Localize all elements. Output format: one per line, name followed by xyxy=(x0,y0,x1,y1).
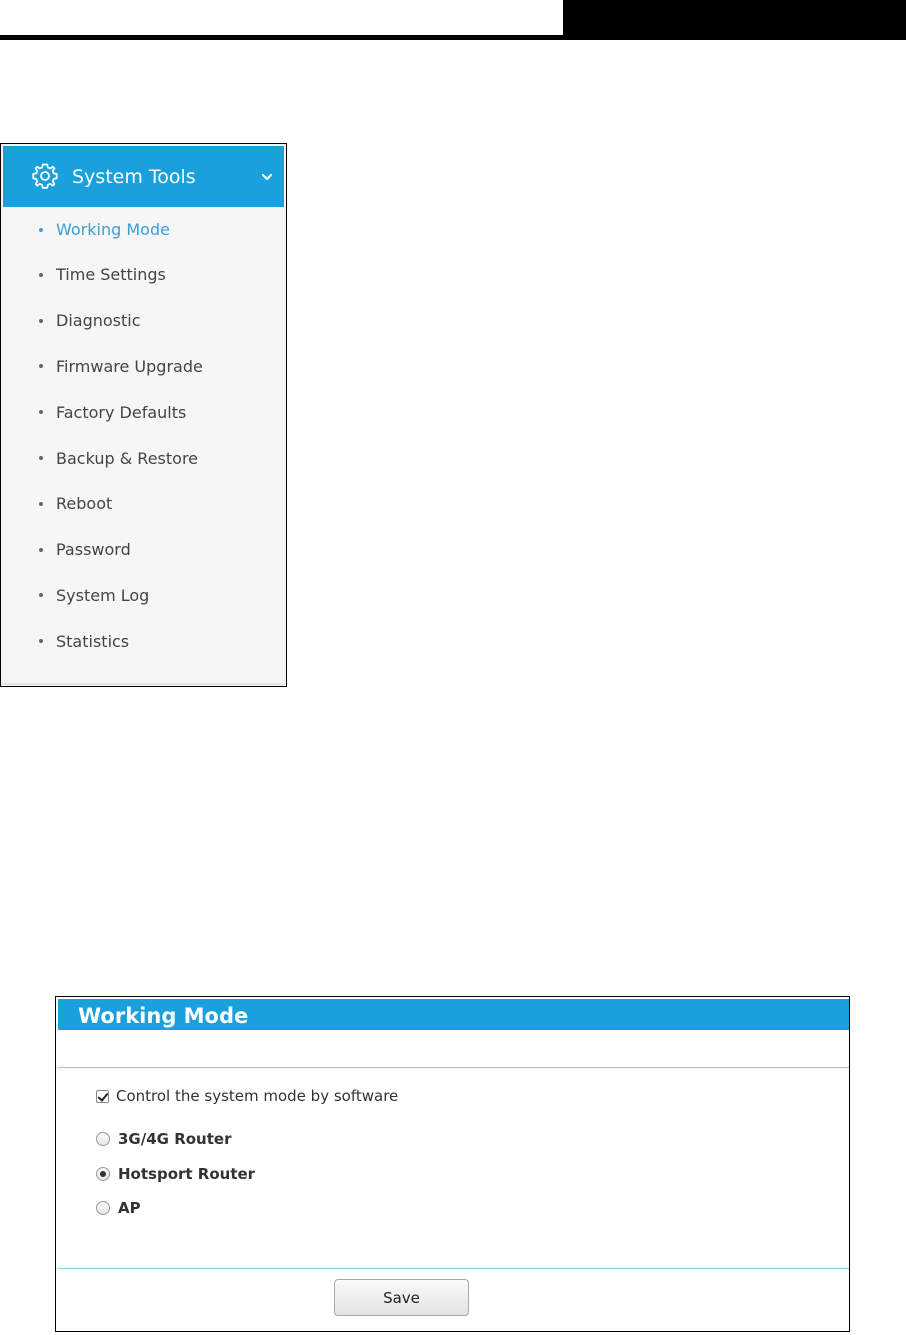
menu-item-backup-restore[interactable] xyxy=(3,435,284,481)
control-by-software-label: Control the system mode by software xyxy=(116,1087,399,1105)
menu-item-factory-defaults[interactable] xyxy=(3,389,284,435)
control-by-software-row[interactable] xyxy=(96,1087,398,1105)
save-button[interactable]: Save xyxy=(334,1279,469,1316)
bullet-icon xyxy=(39,364,43,368)
menu-item-firmware-upgrade[interactable] xyxy=(3,344,284,390)
menu-item-system-log[interactable] xyxy=(3,573,284,619)
mode-option-hotsport-router[interactable] xyxy=(96,1165,255,1183)
menu-item-label: Backup & Restore xyxy=(56,448,199,468)
bullet-icon xyxy=(39,502,43,506)
menu-item-label: Factory Defaults xyxy=(56,402,187,422)
menu-item-label: Time Settings xyxy=(56,265,166,285)
bullet-icon xyxy=(39,410,43,414)
menu-item-label: System Log xyxy=(56,585,150,605)
menu-item-label: Diagnostic xyxy=(56,311,141,331)
bullet-icon xyxy=(39,228,43,232)
menu-item-label: Statistics xyxy=(56,631,130,651)
mode-option-label: 3G/4G Router xyxy=(118,1130,232,1148)
menu-title: System Tools xyxy=(72,166,196,188)
menu-item-diagnostic[interactable] xyxy=(3,298,284,344)
menu-item-label: Working Mode xyxy=(56,220,170,239)
gear-icon xyxy=(30,161,60,191)
mode-option-ap[interactable] xyxy=(96,1199,141,1217)
divider xyxy=(58,1067,849,1068)
bullet-icon xyxy=(39,593,43,597)
mode-radio-hotsport-router[interactable] xyxy=(96,1167,110,1181)
header-block xyxy=(563,0,906,39)
menu-item-password[interactable] xyxy=(3,527,284,573)
mode-radio-3g4g-router[interactable] xyxy=(96,1132,110,1146)
system-tools-menu xyxy=(0,143,287,687)
divider xyxy=(58,1268,849,1269)
menu-header[interactable] xyxy=(3,146,284,207)
bullet-icon xyxy=(39,456,43,460)
panel-title: Working Mode xyxy=(78,1004,249,1028)
mode-option-label: Hotsport Router xyxy=(118,1165,256,1183)
bullet-icon xyxy=(39,319,43,323)
panel-header xyxy=(58,999,849,1030)
mode-option-label: AP xyxy=(118,1199,141,1217)
mode-option-3g4g-router[interactable] xyxy=(96,1130,231,1148)
menu-item-working-mode[interactable] xyxy=(3,207,284,252)
bullet-icon xyxy=(39,639,43,643)
menu-item-label: Reboot xyxy=(56,494,113,514)
control-by-software-checkbox[interactable] xyxy=(96,1090,109,1103)
bullet-icon xyxy=(39,273,43,277)
mode-radio-ap[interactable] xyxy=(96,1201,110,1215)
menu-item-reboot[interactable] xyxy=(3,481,284,527)
menu-list xyxy=(3,207,284,664)
menu-divider xyxy=(3,683,284,685)
working-mode-panel xyxy=(55,996,850,1332)
menu-item-time-settings[interactable] xyxy=(3,252,284,298)
menu-item-label: Password xyxy=(56,540,131,560)
bullet-icon xyxy=(39,548,43,552)
menu-item-statistics[interactable] xyxy=(3,618,284,664)
chevron-down-icon[interactable] xyxy=(260,170,274,184)
menu-item-label: Firmware Upgrade xyxy=(56,356,203,376)
